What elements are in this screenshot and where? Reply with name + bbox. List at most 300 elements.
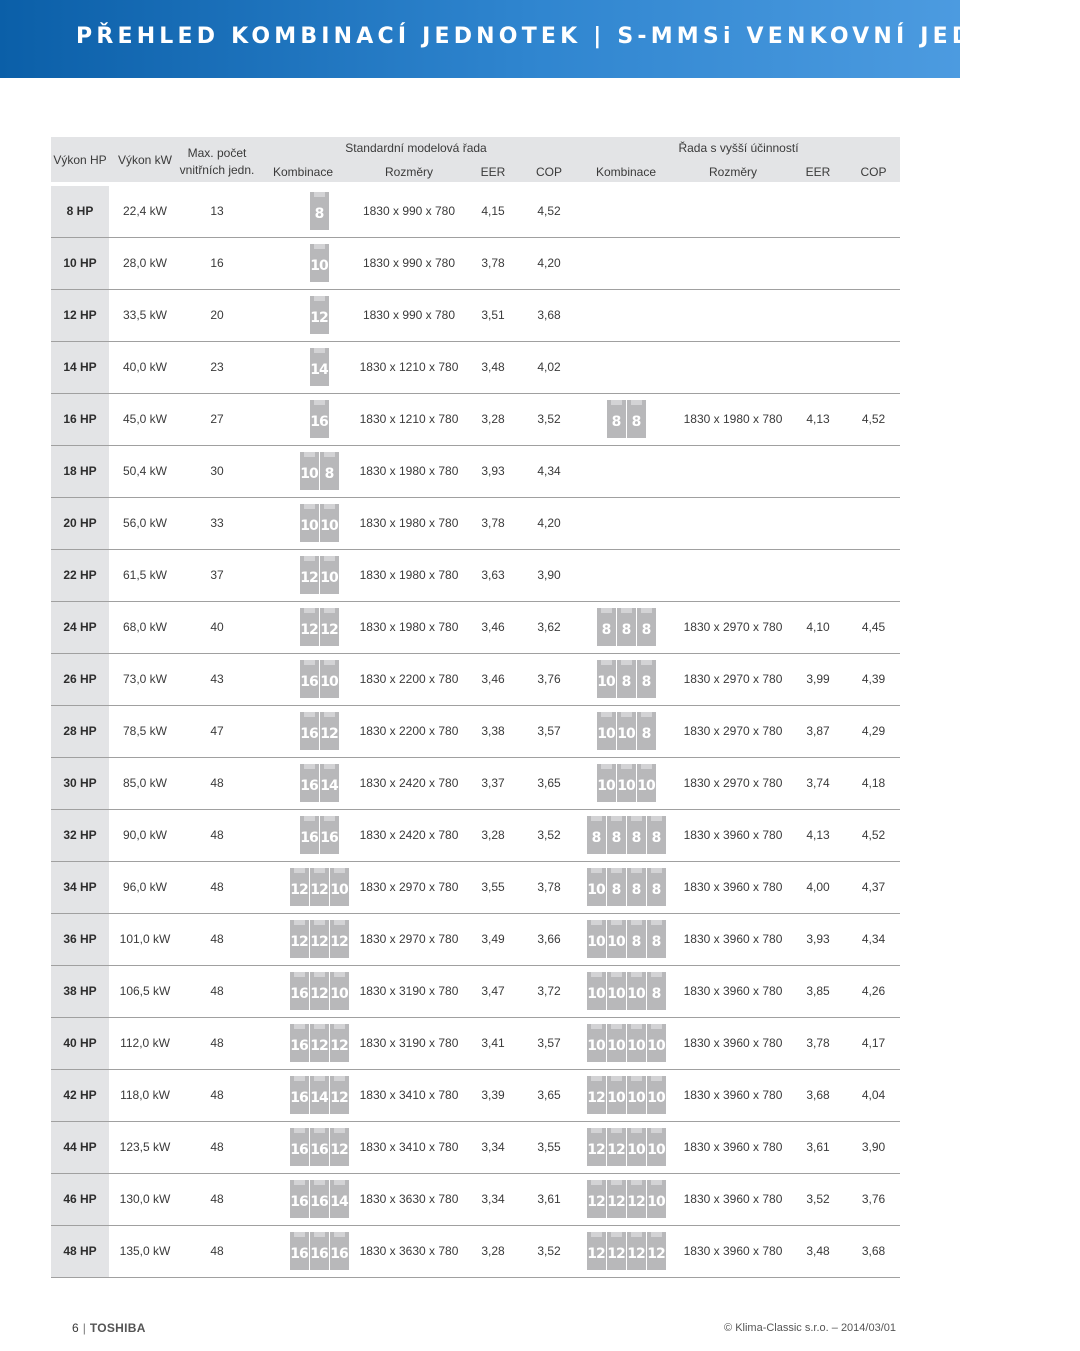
table-row xyxy=(51,602,900,654)
unit-hp-label: 12 xyxy=(320,622,338,638)
outdoor-unit-block xyxy=(310,972,329,1010)
cell-eer-standard: 3,93 xyxy=(481,464,505,478)
unit-hp-label: 12 xyxy=(310,934,328,950)
outdoor-unit-block xyxy=(290,972,309,1010)
table-row xyxy=(51,654,900,706)
outdoor-unit-block xyxy=(607,1024,626,1062)
unit-hp-label: 8 xyxy=(641,726,651,742)
outdoor-unit-block xyxy=(310,1232,329,1270)
unit-hp-label: 12 xyxy=(607,1246,625,1262)
cell-kw: 45,0 kW xyxy=(122,412,167,426)
cell-max-indoor: 40 xyxy=(210,620,224,634)
combo-standard xyxy=(277,608,361,646)
unit-hp-label: 10 xyxy=(597,778,615,794)
outdoor-unit-block xyxy=(617,764,636,802)
cell-kw: 101,0 kW xyxy=(119,932,171,946)
cell-max-indoor: 48 xyxy=(210,1088,224,1102)
combo-standard xyxy=(277,920,361,958)
unit-hp-label: 10 xyxy=(587,1038,605,1054)
cell-max-indoor: 48 xyxy=(210,984,224,998)
combo-standard xyxy=(277,660,361,698)
cell-eer-high: 3,99 xyxy=(806,672,830,686)
table-row xyxy=(51,1226,900,1278)
cell-dimensions-standard: 1830 x 1980 x 780 xyxy=(359,568,459,582)
unit-hp-label: 8 xyxy=(314,206,324,222)
title-banner xyxy=(0,0,1080,78)
cell-dimensions-high: 1830 x 3960 x 780 xyxy=(683,1140,783,1154)
unit-hp-label: 8 xyxy=(601,622,611,638)
table-row xyxy=(51,862,900,914)
unit-hp-label: 12 xyxy=(310,1038,328,1054)
outdoor-unit-block xyxy=(627,1232,646,1270)
unit-hp-label: 16 xyxy=(290,1038,308,1054)
cell-dimensions-standard: 1830 x 3410 x 780 xyxy=(359,1140,459,1154)
cell-hp: 22 HP xyxy=(63,568,97,582)
cell-max-indoor: 13 xyxy=(210,204,224,218)
combo-standard xyxy=(277,1024,361,1062)
footer-copyright: © Klima-Classic s.r.o. – 2014/03/01 xyxy=(724,1322,896,1334)
table-row xyxy=(51,498,900,550)
page-title: PŘEHLED KOMBINACÍ JEDNOTEK | S-MMSi VENKOVNÍ JEDNOTKY xyxy=(76,24,1080,49)
outdoor-unit-block xyxy=(310,920,329,958)
cell-max-indoor: 30 xyxy=(210,464,224,478)
outdoor-unit-block xyxy=(300,816,319,854)
unit-hp-label: 16 xyxy=(290,1142,308,1158)
table-header xyxy=(51,137,900,182)
combo-standard xyxy=(277,972,361,1010)
col-header-dim2: Rozměry xyxy=(708,165,757,179)
cell-cop-standard: 3,76 xyxy=(537,672,561,686)
cell-hp: 10 HP xyxy=(63,256,97,270)
cell-hp: 26 HP xyxy=(63,672,97,686)
cell-eer-high: 4,10 xyxy=(806,620,830,634)
col-header-combo2: Kombinace xyxy=(595,165,657,179)
outdoor-unit-block xyxy=(647,1024,666,1062)
cell-max-indoor: 48 xyxy=(210,828,224,842)
unit-hp-label: 10 xyxy=(587,934,605,950)
cell-hp: 20 HP xyxy=(63,516,97,530)
cell-eer-standard: 3,34 xyxy=(481,1140,505,1154)
cell-kw: 78,5 kW xyxy=(122,724,167,738)
cell-kw: 50,4 kW xyxy=(122,464,167,478)
cell-cop-standard: 3,52 xyxy=(537,1244,561,1258)
outdoor-unit-block xyxy=(330,920,349,958)
outdoor-unit-block xyxy=(587,920,606,958)
outdoor-unit-block xyxy=(607,1128,626,1166)
outdoor-unit-block xyxy=(330,972,349,1010)
table-row xyxy=(51,914,900,966)
cell-cop-standard: 3,52 xyxy=(537,828,561,842)
unit-hp-label: 8 xyxy=(651,986,661,1002)
outdoor-unit-block xyxy=(310,1024,329,1062)
unit-hp-label: 16 xyxy=(320,830,338,846)
unit-hp-label: 12 xyxy=(290,882,308,898)
combo-high-efficiency xyxy=(586,920,666,958)
cell-dimensions-standard: 1830 x 2970 x 780 xyxy=(359,880,459,894)
outdoor-unit-block xyxy=(320,660,339,698)
table-row xyxy=(51,1122,900,1174)
cell-cop-high: 4,37 xyxy=(861,880,886,894)
cell-eer-standard: 3,78 xyxy=(481,516,505,530)
cell-cop-high: 4,26 xyxy=(861,984,886,998)
unit-hp-label: 8 xyxy=(641,674,651,690)
cell-cop-standard: 4,20 xyxy=(537,256,561,270)
table-row xyxy=(51,238,900,290)
outdoor-unit-block xyxy=(290,920,309,958)
cell-cop-high: 3,68 xyxy=(861,1244,886,1258)
footer-page xyxy=(72,1321,146,1335)
cell-cop-high: 4,34 xyxy=(861,932,886,946)
cell-dimensions-high: 1830 x 3960 x 780 xyxy=(683,984,783,998)
table-row xyxy=(51,706,900,758)
outdoor-unit-block xyxy=(320,764,339,802)
combo-standard xyxy=(277,712,361,750)
cell-eer-high: 3,74 xyxy=(806,776,830,790)
combo-standard xyxy=(277,1128,361,1166)
unit-hp-label: 10 xyxy=(320,518,338,534)
outdoor-unit-block xyxy=(607,868,626,906)
outdoor-unit-block xyxy=(617,608,636,646)
combo-standard xyxy=(277,296,361,334)
outdoor-unit-block xyxy=(597,764,616,802)
unit-hp-label: 10 xyxy=(627,986,645,1002)
cell-max-indoor: 37 xyxy=(210,568,224,582)
outdoor-unit-block xyxy=(320,816,339,854)
unit-hp-label: 12 xyxy=(330,934,348,950)
group-header-standard: Standardní modelová řada xyxy=(345,141,487,155)
cell-dimensions-standard: 1830 x 2420 x 780 xyxy=(359,828,459,842)
outdoor-unit-block xyxy=(310,1076,329,1114)
table-row xyxy=(51,550,900,602)
cell-cop-standard: 3,57 xyxy=(537,1036,561,1050)
cell-cop-standard: 3,52 xyxy=(537,412,561,426)
unit-hp-label: 10 xyxy=(300,466,318,482)
cell-kw: 130,0 kW xyxy=(119,1192,171,1206)
cell-dimensions-standard: 1830 x 2200 x 780 xyxy=(359,724,459,738)
outdoor-unit-block xyxy=(647,816,666,854)
cell-cop-high: 3,76 xyxy=(861,1192,886,1206)
unit-hp-label: 10 xyxy=(300,518,318,534)
cell-eer-high: 4,00 xyxy=(806,880,830,894)
cell-cop-high: 4,17 xyxy=(861,1036,886,1050)
cell-eer-standard: 3,38 xyxy=(481,724,505,738)
outdoor-unit-block xyxy=(587,1180,606,1218)
outdoor-unit-block xyxy=(587,1024,606,1062)
outdoor-unit-block xyxy=(290,1232,309,1270)
unit-hp-label: 8 xyxy=(611,830,621,846)
footer-separator: | xyxy=(82,1321,86,1335)
combo-standard xyxy=(277,504,361,542)
outdoor-unit-block xyxy=(627,972,646,1010)
combo-high-efficiency xyxy=(586,608,666,646)
unit-hp-label: 10 xyxy=(320,674,338,690)
unit-hp-label: 16 xyxy=(310,1194,328,1210)
combo-standard xyxy=(277,452,361,490)
cell-dimensions-standard: 1830 x 1980 x 780 xyxy=(359,516,459,530)
outdoor-unit-block xyxy=(310,1180,329,1218)
outdoor-unit-block xyxy=(300,452,319,490)
cell-cop-standard: 3,57 xyxy=(537,724,561,738)
cell-kw: 73,0 kW xyxy=(122,672,167,686)
outdoor-unit-block xyxy=(627,920,646,958)
cell-cop-standard: 4,52 xyxy=(537,204,561,218)
cell-eer-standard: 3,51 xyxy=(481,308,505,322)
unit-hp-label: 12 xyxy=(647,1246,665,1262)
cell-hp: 46 HP xyxy=(63,1192,97,1206)
unit-hp-label: 8 xyxy=(631,934,641,950)
outdoor-unit-block xyxy=(607,400,626,438)
cell-kw: 40,0 kW xyxy=(122,360,167,374)
table-row xyxy=(51,394,900,446)
combo-high-efficiency xyxy=(586,400,666,438)
cell-dimensions-standard: 1830 x 3190 x 780 xyxy=(359,984,459,998)
cell-eer-standard: 3,48 xyxy=(481,360,505,374)
outdoor-unit-block xyxy=(607,1232,626,1270)
table-row xyxy=(51,810,900,862)
combo-high-efficiency xyxy=(586,1076,666,1114)
unit-hp-label: 16 xyxy=(300,674,318,690)
cell-eer-high: 4,13 xyxy=(806,412,830,426)
cell-cop-high: 4,04 xyxy=(861,1088,886,1102)
outdoor-unit-block xyxy=(627,868,646,906)
unit-hp-label: 12 xyxy=(330,1038,348,1054)
cell-eer-standard: 4,15 xyxy=(481,204,505,218)
cell-cop-standard: 3,78 xyxy=(537,880,561,894)
cell-dimensions-high: 1830 x 2970 x 780 xyxy=(683,776,783,790)
outdoor-unit-block xyxy=(587,868,606,906)
outdoor-unit-block xyxy=(320,504,339,542)
outdoor-unit-block xyxy=(587,816,606,854)
unit-hp-label: 10 xyxy=(587,882,605,898)
combo-standard xyxy=(277,1180,361,1218)
outdoor-unit-block xyxy=(627,816,646,854)
cell-max-indoor: 48 xyxy=(210,1192,224,1206)
cell-hp: 16 HP xyxy=(63,412,97,426)
outdoor-unit-block xyxy=(617,660,636,698)
outdoor-unit-block xyxy=(300,608,319,646)
outdoor-unit-block xyxy=(290,1076,309,1114)
page-number: 6 xyxy=(72,1321,79,1335)
unit-hp-label: 10 xyxy=(597,726,615,742)
cell-kw: 112,0 kW xyxy=(120,1036,170,1050)
cell-hp: 48 HP xyxy=(63,1244,97,1258)
cell-dimensions-standard: 1830 x 1980 x 780 xyxy=(359,620,459,634)
outdoor-unit-block xyxy=(637,608,656,646)
combo-high-efficiency xyxy=(586,816,666,854)
cell-cop-high: 4,52 xyxy=(861,412,886,426)
outdoor-unit-block xyxy=(647,972,666,1010)
unit-hp-label: 12 xyxy=(330,1090,348,1106)
outdoor-unit-block xyxy=(290,1180,309,1218)
cell-dimensions-high: 1830 x 3960 x 780 xyxy=(683,1192,783,1206)
cell-cop-standard: 3,65 xyxy=(537,776,561,790)
outdoor-unit-block xyxy=(587,1128,606,1166)
unit-hp-label: 12 xyxy=(587,1194,605,1210)
combo-high-efficiency xyxy=(586,712,666,750)
brand-logo: TOSHIBA xyxy=(89,1321,146,1335)
cell-eer-high: 3,48 xyxy=(806,1244,830,1258)
cell-eer-high: 3,52 xyxy=(806,1192,830,1206)
unit-hp-label: 16 xyxy=(290,986,308,1002)
cell-dimensions-high: 1830 x 3960 x 780 xyxy=(683,932,783,946)
cell-dimensions-high: 1830 x 1980 x 780 xyxy=(683,412,783,426)
cell-hp: 8 HP xyxy=(66,204,94,218)
unit-hp-label: 10 xyxy=(320,570,338,586)
unit-hp-label: 12 xyxy=(300,570,318,586)
cell-max-indoor: 16 xyxy=(210,256,224,270)
table-row xyxy=(51,966,900,1018)
unit-hp-label: 8 xyxy=(591,830,601,846)
combo-standard xyxy=(277,868,361,906)
cell-dimensions-standard: 1830 x 990 x 780 xyxy=(362,256,456,270)
table-row xyxy=(51,1070,900,1122)
combo-high-efficiency xyxy=(586,1024,666,1062)
unit-hp-label: 8 xyxy=(651,934,661,950)
outdoor-unit-block xyxy=(300,660,319,698)
unit-hp-label: 10 xyxy=(607,934,625,950)
unit-hp-label: 8 xyxy=(641,622,651,638)
cell-max-indoor: 48 xyxy=(210,1036,224,1050)
cell-eer-standard: 3,55 xyxy=(481,880,505,894)
table-row xyxy=(51,342,900,394)
cell-cop-high: 3,90 xyxy=(861,1140,886,1154)
unit-hp-label: 8 xyxy=(631,830,641,846)
cell-kw: 56,0 kW xyxy=(122,516,167,530)
cell-cop-high: 4,18 xyxy=(861,776,886,790)
cell-cop-high: 4,45 xyxy=(861,620,886,634)
cell-eer-high: 3,78 xyxy=(806,1036,830,1050)
unit-hp-label: 16 xyxy=(290,1194,308,1210)
unit-hp-label: 10 xyxy=(597,674,615,690)
outdoor-unit-block xyxy=(617,712,636,750)
unit-hp-label: 10 xyxy=(647,1090,665,1106)
unit-hp-label: 10 xyxy=(647,1038,665,1054)
cell-kw: 61,5 kW xyxy=(122,568,167,582)
cell-kw: 118,0 kW xyxy=(120,1088,170,1102)
outdoor-unit-block xyxy=(310,1128,329,1166)
table-row xyxy=(51,758,900,810)
unit-hp-label: 16 xyxy=(310,1246,328,1262)
col-header-hp: Výkon HP xyxy=(53,153,107,167)
cell-max-indoor: 47 xyxy=(210,724,224,738)
cell-dimensions-standard: 1830 x 3630 x 780 xyxy=(359,1192,459,1206)
unit-hp-label: 12 xyxy=(310,986,328,1002)
col-header-cop1: COP xyxy=(535,165,562,179)
cell-cop-standard: 3,66 xyxy=(537,932,561,946)
unit-hp-label: 16 xyxy=(290,1246,308,1262)
unit-hp-label: 14 xyxy=(310,1090,328,1106)
cell-cop-standard: 4,02 xyxy=(537,360,561,374)
unit-hp-label: 8 xyxy=(621,622,631,638)
cell-dimensions-standard: 1830 x 1210 x 780 xyxy=(359,360,459,374)
outdoor-unit-block xyxy=(647,1076,666,1114)
cell-dimensions-high: 1830 x 3960 x 780 xyxy=(683,1244,783,1258)
cell-dimensions-standard: 1830 x 1210 x 780 xyxy=(359,412,459,426)
col-header-dim1: Rozměry xyxy=(384,165,433,179)
cell-kw: 123,5 kW xyxy=(119,1140,171,1154)
unit-hp-label: 8 xyxy=(611,882,621,898)
outdoor-unit-block xyxy=(587,1232,606,1270)
cell-cop-standard: 3,65 xyxy=(537,1088,561,1102)
outdoor-unit-block xyxy=(320,452,339,490)
outdoor-unit-block xyxy=(647,868,666,906)
cell-max-indoor: 43 xyxy=(210,672,224,686)
cell-kw: 96,0 kW xyxy=(122,880,167,894)
unit-hp-label: 12 xyxy=(300,622,318,638)
unit-hp-label: 10 xyxy=(627,1038,645,1054)
combo-standard xyxy=(277,764,361,802)
cell-dimensions-standard: 1830 x 1980 x 780 xyxy=(359,464,459,478)
cell-eer-standard: 3,28 xyxy=(481,1244,505,1258)
outdoor-unit-block xyxy=(627,400,646,438)
table-row xyxy=(51,446,900,498)
outdoor-unit-block xyxy=(330,1076,349,1114)
combo-standard xyxy=(277,192,361,230)
cell-kw: 90,0 kW xyxy=(122,828,167,842)
outdoor-unit-block xyxy=(607,972,626,1010)
unit-hp-label: 12 xyxy=(320,726,338,742)
cell-cop-high: 4,29 xyxy=(861,724,886,738)
cell-cop-standard: 3,61 xyxy=(537,1192,561,1206)
cell-cop-standard: 3,62 xyxy=(537,620,561,634)
unit-hp-label: 8 xyxy=(631,414,641,430)
cell-cop-high: 4,52 xyxy=(861,828,886,842)
unit-hp-label: 8 xyxy=(324,466,334,482)
combo-high-efficiency xyxy=(586,764,666,802)
outdoor-unit-block xyxy=(310,244,329,282)
unit-hp-label: 12 xyxy=(587,1246,605,1262)
outdoor-unit-block xyxy=(607,920,626,958)
cell-hp: 38 HP xyxy=(63,984,97,998)
cell-dimensions-standard: 1830 x 2200 x 780 xyxy=(359,672,459,686)
cell-max-indoor: 48 xyxy=(210,1244,224,1258)
cell-eer-standard: 3,34 xyxy=(481,1192,505,1206)
outdoor-unit-block xyxy=(607,1180,626,1218)
combo-high-efficiency xyxy=(586,972,666,1010)
outdoor-unit-block xyxy=(290,1024,309,1062)
unit-hp-label: 10 xyxy=(587,986,605,1002)
cell-dimensions-high: 1830 x 3960 x 780 xyxy=(683,1088,783,1102)
cell-kw: 28,0 kW xyxy=(122,256,167,270)
col-header-eer1: EER xyxy=(480,165,506,179)
cell-dimensions-high: 1830 x 2970 x 780 xyxy=(683,620,783,634)
col-header-combo1: Kombinace xyxy=(272,165,334,179)
unit-hp-label: 12 xyxy=(627,1194,645,1210)
unit-hp-label: 12 xyxy=(290,934,308,950)
outdoor-unit-block xyxy=(647,1180,666,1218)
cell-hp: 30 HP xyxy=(63,776,97,790)
outdoor-unit-block xyxy=(597,660,616,698)
outdoor-unit-block xyxy=(330,1232,349,1270)
cell-max-indoor: 20 xyxy=(210,308,224,322)
unit-hp-label: 10 xyxy=(617,778,635,794)
unit-hp-label: 10 xyxy=(647,1194,665,1210)
cell-dimensions-standard: 1830 x 3630 x 780 xyxy=(359,1244,459,1258)
outdoor-unit-block xyxy=(637,712,656,750)
cell-cop-standard: 3,55 xyxy=(537,1140,561,1154)
cell-eer-standard: 3,28 xyxy=(481,412,505,426)
outdoor-unit-block xyxy=(627,1024,646,1062)
unit-hp-label: 16 xyxy=(300,778,318,794)
cell-eer-standard: 3,46 xyxy=(481,620,505,634)
unit-hp-label: 10 xyxy=(330,986,348,1002)
cell-eer-standard: 3,47 xyxy=(481,984,505,998)
cell-kw: 22,4 kW xyxy=(122,204,167,218)
cell-dimensions-high: 1830 x 3960 x 780 xyxy=(683,1036,783,1050)
unit-hp-label: 10 xyxy=(647,1142,665,1158)
cell-eer-standard: 3,46 xyxy=(481,672,505,686)
unit-hp-label: 10 xyxy=(627,1142,645,1158)
